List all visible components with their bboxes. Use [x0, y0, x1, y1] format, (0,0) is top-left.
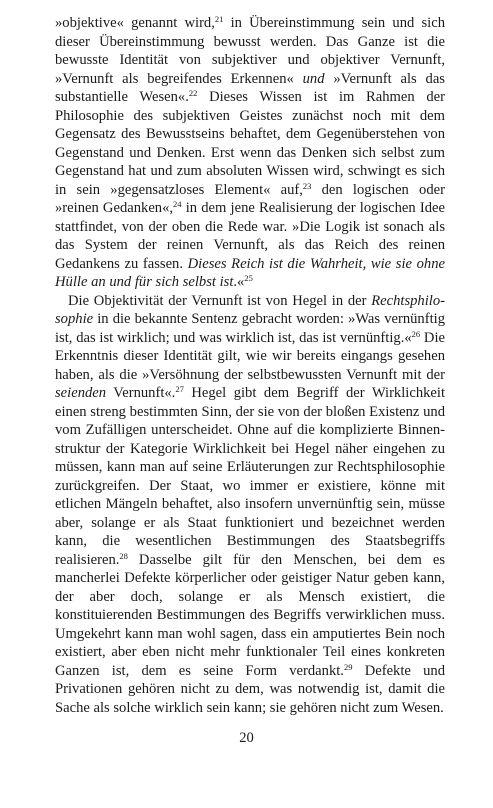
text-run: den logischen oder »reinen Gedanken«, [55, 181, 445, 216]
text-run: in dem jene Realisierung der logischen Idee stattfindet, von der oben die Rede war. »Die Logik ist sonach als das System der reinen Vernunft, als das Reich des reinen Gedankens zu fassen. [55, 200, 445, 272]
text-run: Dasselbe gilt für den Menschen, bei dem es mancherlei Defekte körperlicher oder geistiger Natur geben kann, der aber doch, solange er als Mensch existiert, die konstituierenden Bestimmungen des Begriffs verwirklichen muss. Umgekehrt kann man wohl sagen, dass ein amputiertes Bein noch existiert, aber eben nicht mehr funktionaler Teil eines konkreten Ganzen ist, dem es seine Form verdankt. [55, 551, 445, 679]
emphasis-text: Dieses Reich ist die Wahrheit, wie sie ohne Hülle an und für sich selbst ist [55, 255, 445, 290]
footnote-marker: 29 [343, 661, 353, 672]
footnote-marker: 22 [188, 88, 198, 98]
text-run: in die bekannte Sentenz gebracht worden: »Was vernünftig ist, das ist wirklich; und was wirklich ist, das ist vernünftig.« [55, 311, 445, 346]
text-run: Die Erkenntnis dieser Identität gilt, wie wir bereits eingangs gesehen haben, als die »Versöhnung der selbstbewussten Vernunft mit der [55, 329, 445, 383]
footnote-marker: 25 [244, 273, 253, 283]
page-number: 20 [239, 730, 254, 746]
text-run: Dieses Wissen ist im Rahmen der Philosophie des subjektiven Geistes zunächst noch mit dem Gegensatz des Bewusstseins behaftet, dem Gegenüberstehen von Gegenstand und Denken. Erst wenn das Denken sich selbst zum Gegenstand hat und zum absoluten Wissen wird, schwingt es sich in sein »gegensatzloses Element« auf, [55, 89, 446, 198]
footnote-marker: 26 [411, 328, 421, 339]
text-run: Vernunft«. [106, 385, 176, 401]
text-run: Hegel gibt dem Begriff der Wirklichkeit einen streng bestimmten Sinn, der sie von der bloßen Existenz und vom Zufälligen unterscheidet. Ohne auf die komplizierte Binnenstruktur der Kategorie Wirklichkeit bei Hegel näher eingehen zu müssen, kann man auf seine Erläuterungen zur Rechtsphilosophie zurückgreifen. Der Staat, wo immer er existiere, könne mit etlichen Mängeln behaftet, also insofern unvernünftig sein, müsse aber, solange er als Staat funktioniert und bezeichnet werden kann, die wesentlichen Bestimmungen des Staatsbegriffs realisieren. [55, 385, 445, 568]
paragraph-1 [55, 14, 445, 292]
text-run: »Vernunft als das substantielle Wesen«. [55, 70, 445, 105]
emphasis-text: und [302, 70, 325, 87]
page-body [55, 14, 445, 717]
text-run: Die Objektivität der Vernunft ist von Hegel in der [68, 292, 372, 309]
footnote-marker: 24 [173, 199, 182, 209]
footnote-marker: 27 [175, 384, 184, 394]
text-run: Defekte und Privationen gehören nicht zu dem, was notwendig ist, damit die Sache als solche wirklich sein kann; sie gehören nicht zum Wesen. [55, 662, 445, 716]
footnote-marker: 28 [119, 550, 128, 561]
paragraph-2 [55, 292, 445, 718]
footnote-marker: 23 [302, 180, 312, 191]
text-run: in Übereinstimmung sein und sich dieser Übereinstimmung bewusst werden. Das Ganze ist die bewusste Identität von subjektiver und objektiver Vernunft, »Vernunft als begreifendes Erkennen« [55, 15, 445, 87]
emphasis-text: seienden [55, 385, 107, 401]
text-run: »objektive« genannt wird, [55, 15, 215, 31]
footnote-marker: 21 [214, 14, 224, 24]
emphasis-text: Rechtsphilosophie [55, 292, 445, 327]
text-run: .« [233, 274, 245, 290]
